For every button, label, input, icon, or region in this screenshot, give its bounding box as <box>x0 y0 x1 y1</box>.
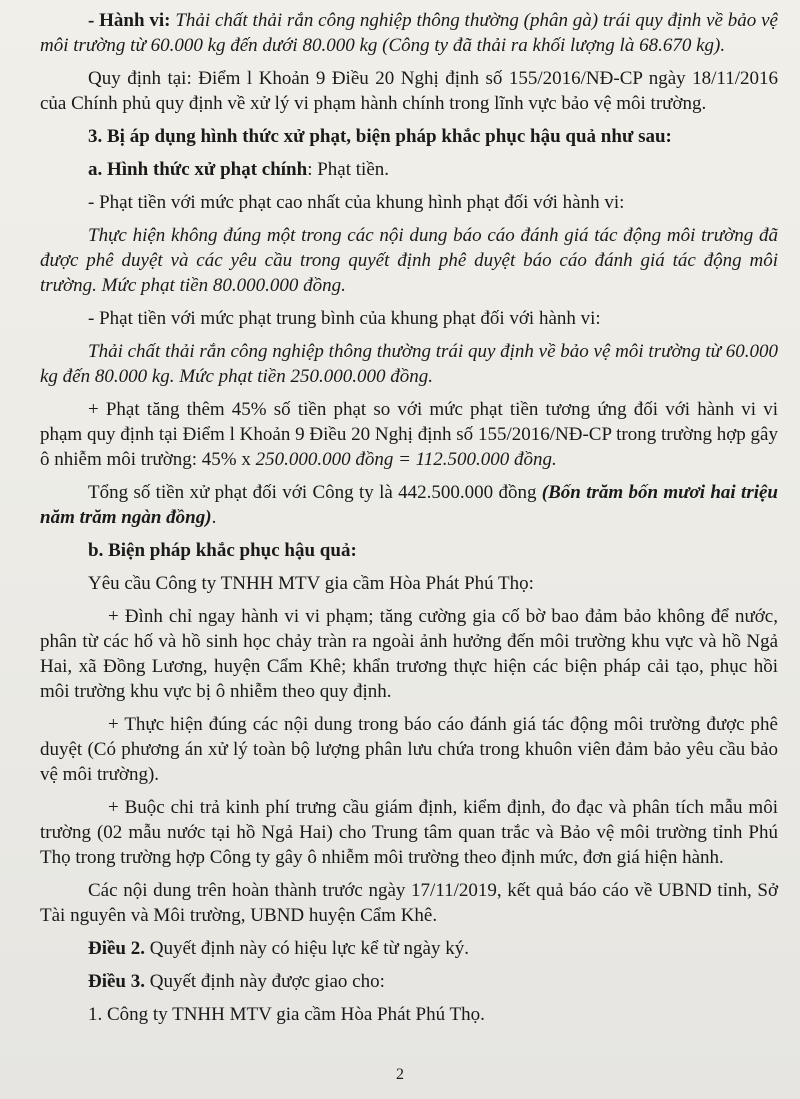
total-fine-text: Tổng số tiền xử phạt đối với Công ty là 442.500.000 đồng <box>88 482 542 503</box>
paragraph-article-2 <box>40 936 778 961</box>
paragraph-extra-fine <box>40 397 778 472</box>
page-number: 2 <box>396 1066 404 1083</box>
violation-label: - Hành vi: <box>88 10 171 31</box>
paragraph-total-fine <box>40 480 778 530</box>
article-3-label: Điều 3. <box>88 971 145 992</box>
paragraph-avg-fine-detail: Thải chất thải rắn công nghiệp thông thường trái quy định về bảo vệ môi trường từ 60.000 kg đến 80.000 kg. Mức phạt tiền 250.000.000 đồng. <box>40 341 778 387</box>
total-fine-words: (Bốn trăm bốn mươi hai triệu năm trăm ngàn đồng) <box>40 482 778 528</box>
paragraph-remedy-1: + Đình chỉ ngay hành vi vi phạm; tăng cường gia cố bờ bao đảm bảo không để nước, phân từ các hố và hồ sinh học chảy tràn ra ngoài ảnh hưởng đến môi trường khu vực và hồ Ngả Hai, xã Đồng Lương, huyện Cẩm Khê; khẩn trương thực hiện các biện pháp cải tạo, phục hồi môi trường khu vực bị ô nhiễm theo quy định. <box>40 606 778 702</box>
paragraph-regulation: Quy định tại: Điểm l Khoản 9 Điều 20 Nghị định số 155/2016/NĐ-CP ngày 18/11/2016 của Chính phủ quy định về xử lý vi phạm hành chính trong lĩnh vực bảo vệ môi trường. <box>40 68 778 114</box>
extra-fine-calc: 250.000.000 đồng = 112.500.000 đồng. <box>255 449 557 470</box>
paragraph-max-fine-intro: - Phạt tiền với mức phạt cao nhất của khung hình phạt đối với hành vi: <box>88 192 625 213</box>
article-2-text: Quyết định này có hiệu lực kể từ ngày ký. <box>145 938 469 959</box>
paragraph-remedy-3: + Buộc chi trả kinh phí trưng cầu giám định, kiểm định, đo đạc và phân tích mẫu môi trường (02 mẫu nước tại hồ Ngả Hai) cho Trung tâm quan trắc và Bảo vệ môi trường tỉnh Phú Thọ trong trường hợp Công ty gây ô nhiễm môi trường theo định mức, đơn giá hiện hành. <box>40 797 778 868</box>
violation-text: Thải chất thải rắn công nghiệp thông thường (phân gà) trái quy định về bảo vệ môi trường từ 60.000 kg đến dưới 80.000 kg (Công ty đã thải ra khối lượng là 68.670 kg). <box>40 10 778 56</box>
section-3-heading: 3. Bị áp dụng hình thức xử phạt, biện pháp khắc phục hậu quả như sau: <box>88 126 672 147</box>
article-3-text: Quyết định này được giao cho: <box>145 971 385 992</box>
main-penalty-text: : Phạt tiền. <box>307 159 390 180</box>
paragraph-request: Yêu cầu Công ty TNHH MTV gia cầm Hòa Phát Phú Thọ: <box>88 573 534 594</box>
paragraph-remedy-2: + Thực hiện đúng các nội dung trong báo cáo đánh giá tác động môi trường được phê duyệt (Có phương án xử lý toàn bộ lượng phân lưu chứa trong khuôn viên đảm bảo yêu cầu bảo vệ môi trường). <box>40 714 778 785</box>
paragraph-recipient-1: 1. Công ty TNHH MTV gia cầm Hòa Phát Phú Thọ. <box>88 1004 485 1025</box>
section-b-heading: b. Biện pháp khắc phục hậu quả: <box>88 540 357 561</box>
paragraph-deadline: Các nội dung trên hoàn thành trước ngày 17/11/2019, kết quả báo cáo về UBND tỉnh, Sở Tài nguyên và Môi trường, UBND huyện Cẩm Khê. <box>40 880 778 926</box>
extra-fine-text: + Phạt tăng thêm 45% số tiền phạt so với mức phạt tiền tương ứng đối với hành vi vi phạm quy định tại Điểm l Khoản 9 Điều 20 Nghị định số 155/2016/NĐ-CP trong trường hợp gây ô nhiễm môi trường: 45% x <box>40 399 778 470</box>
total-fine-end: . <box>211 507 217 528</box>
main-penalty-label: a. Hình thức xử phạt chính <box>88 159 308 180</box>
article-2-label: Điều 2. <box>88 938 145 959</box>
paragraph-article-3 <box>40 969 778 994</box>
paragraph-max-fine-detail: Thực hiện không đúng một trong các nội dung báo cáo đánh giá tác động môi trường đã được phê duyệt và các yêu cầu trong quyết định phê duyệt báo cáo đánh giá tác động môi trường. Mức phạt tiền 80.000.000 đồng. <box>40 225 778 296</box>
paragraph-avg-fine-intro: - Phạt tiền với mức phạt trung bình của khung phạt đối với hành vi: <box>88 308 601 329</box>
paragraph-violation <box>40 8 778 58</box>
paragraph-main-penalty <box>40 157 778 182</box>
